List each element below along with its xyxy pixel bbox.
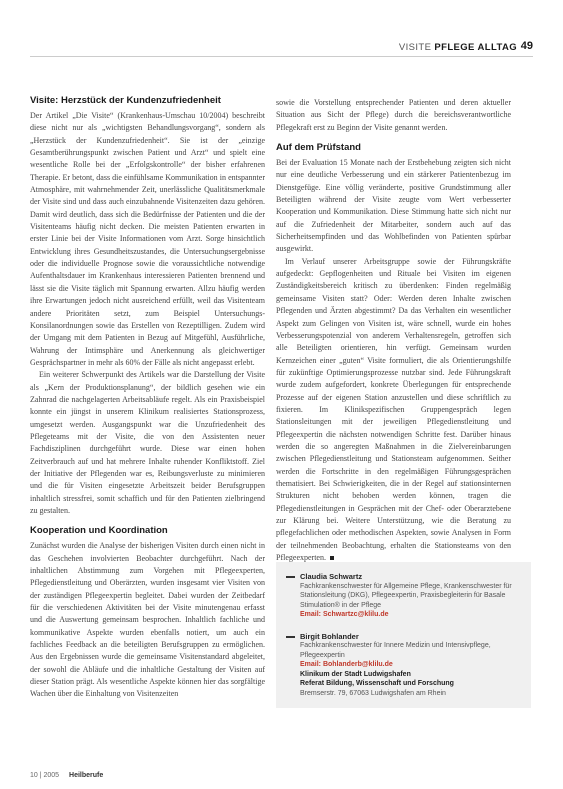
paragraph: Im Verlauf unserer Arbeitsgruppe sowie der Führungskräfte aufgedeckt: Gepflogenheiten und Rituale bei Visiten im eigenen Zuständigkeitsbereich kritisch zu überdenken: Finden regelmäßig gemeinsame Visiten statt? Oder: Werden deren Inhalte zwischen Pflegenden und Ärzten abgestimmt? Da das Verhalten ein wesentlicher Aspekt zum Gelingen von Visiten ist, wäre schnell, wurde ein hohes Verbesserungspotenzial von anderem Verhaltensregeln, getroffen sich alle Beteiligten orientieren, hin verfügt. Gemeinsam wurden Kernzeichen einer „guten“ Visite formuliert, die als Orientierungshilfe für zukünftige Optimierungsprozesse nutzbar sind. Jede Führungskraft wurde zudem aufgefordert, konkrete Überlegungen für entsprechende Prozesse auf der eigenen Station anzustellen und diese schriftlich zu fixieren. Im Klinikspezifischen Gruppengespräch legen Stationsleitungen mit der jeweiligen Pflegedienstleitung und Pflegeexpertin die nächsten notwendigen Schritte fest. Darüber hinaus werden die so angeregten Maßnahmen in die Zielvereinbarungen zwischen Pflegedienstleitung und Stationsteam aufgenommen. Seither werden die Fortschritte in den regelmäßigen Führungsgesprächen thematisiert. Bei Schwierigkeiten, die in der Regel auf stationsinternen Strukturen nicht behoben werden können, tragen die Pflegedienstleitungen in Gesprächen mit der Chef- oder Oberarztebene zur Klärung bei. Weitere Unterstützung, wie die Beratung zu pflegefachlichen oder methodischen Aspekten, sowie Analysen in Form der teilnehmenden Beobachtung, erhalten die Stationsteams von den Pflegeexperten. [276, 256, 511, 563]
author-email[interactable]: Email: Bohlanderb@klilu.de [300, 661, 393, 668]
author-name: Birgit Bohlander [300, 631, 359, 641]
author-email[interactable]: Email: Schwartzc@klilu.de [300, 611, 389, 618]
running-head [399, 42, 517, 53]
bullet-dash [286, 636, 295, 638]
author-organization: Klinikum der Stadt Ludwigshafen Referat Bildung, Wissenschaft und Forschung [300, 670, 454, 687]
page-number: 49 [520, 40, 533, 52]
heading-kooperation: Kooperation und Koordination [30, 525, 168, 537]
author-description: Fachkrankenschwester für Allgemeine Pflege, Krankenschwester für Stationsleitung (DKG), Pflegeexpertin, Praxisbegleiterin für Basale Stimulation® in der Pflege [300, 582, 512, 609]
author-entry [286, 572, 523, 620]
paragraph: sowie die Vorstellung entsprechender Patienten und deren aktueller Situation aus Sicht der Pflege) durch die bereichsverantwortliche Pflegekraft erst zu Beginn der Visite genannt werden. [276, 98, 511, 132]
author-name: Claudia Schwartz [300, 572, 363, 581]
page-header [0, 0, 563, 60]
author-description: Fachkrankenschwester für Innere Medizin und Intensivpflege, Pflegeexpertin [300, 642, 491, 659]
left-column [30, 95, 265, 701]
page-footer [30, 772, 103, 779]
right-column [276, 97, 511, 564]
header-divider [30, 56, 533, 57]
paragraph: Bei der Evaluation 15 Monate nach der Erstbehebung zeigten sich nicht nur eine deutliche Verbesserung und ein stärkerer Patientenbezug im Dienstgefüge. Eine völlig veränderte, positive Grundstimmung aller Beteiligten während der Visite zeugte vom Wert verbesserter Kooperation und Kommunikation. Diese Stimmung hatte sich nicht nur auf die Zufriedenheit der Mitarbeiter, sondern auch auf das Sicherheitsempfinden und das Wohlbefinden von Patienten spürbar ausgewirkt. [276, 158, 511, 254]
magazine-section-title: PFLEGE ALLTAG [434, 42, 517, 53]
paragraph: Der Artikel „Die Visite“ (Krankenhaus-Umschau 10/2004) beschreibt diese nicht nur als „wichtigsten Behandlungsvorgang“, sondern als „Herzstück der Kundenzufriedenheit“. Sie ist der „einzige Gesamtberührungspunkt zwischen Patient und Arzt“ und spielt eine wesentliche Rolle bei der „Erfolgskontrolle“ der bisher erfahrenen Therapie. Er betont, dass die einfühlsame Kommunikation in entspannter Atmosphäre, mit wahrnehmender Zeit, unerlässliche Qualitätsmerkmale der Visite sind und dass auch einzubahnende Visitenzeiten dazu gehören. Damit wird deutlich, dass sich die Bedürfnisse der Patienten und die der Visitenteams häufig nicht decken. Die meisten Patienten erwarten in erster Linie bei der Visite Informationen vom Arzt. Sorge hinsichtlich Entwicklung ihres Gesundheitszustandes, die Untersuchungsergebnisse oder die individuelle Prognose sowie die voraussichtliche notwendige Aufenthaltsdauer im Krankenhaus interessieren Patienten brennend und lässt sie die Visite täglich mit Spannung erwarten. Allzu häufig werden ihre Erwartungen jedoch nicht ausreichend erfüllt, weil das Visitenteam andere Prioritäten setzt, zum Beispiel Untersuchungs- Konsilanordnungen sowie das Erstellen von Rezeptilligen. Zudem wird der Umgang mit dem Patienten in Bezug auf Mitgefühl, Ausführliche, Wahrung der Intimsphäre und Anerkennung als gleichwertiger Gesprächspartner in mehr als 60% der Fälle als nicht angepasst erlebt. [30, 111, 265, 367]
bullet-dash [286, 576, 295, 578]
author-address: Bremserstr. 79, 67063 Ludwigshafen am Rhein [300, 689, 446, 697]
paragraph: Zunächst wurden die Analyse der bisherigen Visiten durch einen nicht in das Geschehen involvierten Beobachter durchgeführt. Nach der inhaltlichen Abstimmung zum Vorgehen mit Pflegeexperten, Pflegedienstleitung und Oberärzten, wurden insgesamt vier Visiten von der zuständigen Pflegeexpertin begleitet. Dabei wurden der Zeitbedarf für die verschiedenen Aktivitäten bei der Visite minutengenau erfasst und die Auswertung gemeinsam besprochen. Inhaltlich fachliche und kommunikative Aspekte wurden ebenfalls notiert, um auch ein fachliches Feedback an die beteiligten Berufsgruppen zu ermöglichen. Aus den Ergebnissen wurde die gemeinsame Visitenstandard abgeleitet, der sowohl die Abläufe und die inhaltliche Gestaltung der Visiten auf dieser Station prägt. Als wesentliche Aspekte können hier das sorgfältige Wachen über die Einhaltung von Visitenzeiten [30, 541, 265, 699]
issue-label: 10 | 2005 [30, 772, 60, 779]
paragraph: Ein weiterer Schwerpunkt des Artikels war die Darstellung der Visite als „Kern der Produktionsplanung“, der bildlich gesehen wie ein Zahnrad die nachgelagerten Arbeitsabläufe regelt. Als ein Praxisbeispiel konnte ein jüngst in unserem Klinikum realisiertes Stationsprozess, umgesetzt werden. Ausgangspunkt war die Unzufriedenheit des Pflegeteams mit der Visite, die von den Assistenten neuer Fachdisziplinen durchgeführt wurde. Diese war einen hohen Zeitverbrauch auf und hat mehrere Inhalte ruhender Konfliktstoff. Ziel der Initiative der Pflegenden war es, Reibungsverluste zu minimieren und die für Visiten eingesetzte Arbeitszeit beider Berufsgruppen inhaltlich stressfrei, somit schaffich und für den Patienten zielbringend zu gestalten. [30, 370, 265, 515]
author-box [276, 562, 531, 708]
heading-pruefstand: Auf dem Prüfstand [276, 142, 361, 154]
section-label: VISITE [398, 42, 432, 53]
journal-name: Heilberufe [69, 772, 104, 779]
heading-visite: Visite: Herzstück der Kundenzufriedenheit [30, 95, 221, 106]
end-of-article-mark [330, 556, 334, 560]
author-entry [286, 632, 523, 699]
